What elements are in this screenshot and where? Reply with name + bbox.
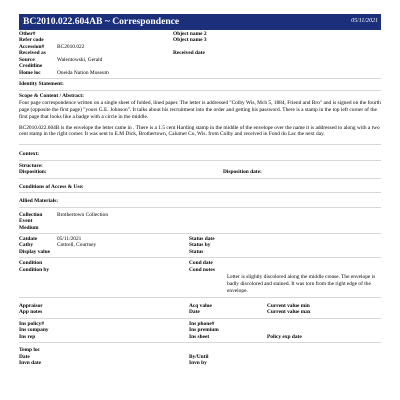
object-name-3-label: Object name 3: [173, 37, 207, 44]
refer-code-label: Refer code: [19, 37, 44, 44]
inventory-section: [19, 345, 381, 366]
source-value: Walentowski, Gerald: [57, 56, 103, 63]
acq-value-label: Acq value: [189, 302, 212, 309]
medium-label: Medium: [19, 224, 39, 231]
current-value-min-label: Current value min: [267, 302, 310, 309]
structure-label: Structure:: [19, 162, 43, 169]
scope-paragraph-letter: Four page correspondence written on a single sheet of folded, lined paper. The letter is addressed "Colby Wis, Mch 5, 1884, Friend and Bro" and is signed on the fourth page (opposite the first page) "yours G.E. Johnson". It talks about his recruitment into the order and getting his password. There is a stamp in the top left corner of the first page that looks like a badge with a circle in the middle.: [19, 100, 381, 120]
policy-exp-date-label: Policy exp date: [267, 333, 302, 340]
catby-value: Cottrell, Courtney: [57, 242, 97, 249]
scope-section: [19, 93, 381, 145]
catalog-section: [19, 236, 381, 258]
ins-sheet-label: Ins sheet: [189, 333, 210, 340]
condition-label: Condition: [19, 260, 43, 267]
received-date-label: Received date: [173, 50, 205, 57]
other-label: Other#: [19, 31, 36, 37]
appraisal-date-label: Date: [189, 309, 200, 316]
record-date: 05/11/2021: [351, 18, 378, 25]
collection-section: [19, 210, 381, 234]
invn-date-label: Invn date: [19, 360, 42, 367]
by-until-label: By/Until: [189, 353, 209, 360]
disposition-date-label: Disposition date:: [223, 169, 262, 176]
display-value-label: Display value: [19, 248, 51, 255]
creditline-label: Creditline: [19, 63, 43, 70]
cond-date-label: Cond date: [189, 260, 213, 267]
cond-notes-value: Letter is slightly discolored along the middle crease. The envelope is badly discolored and stained. It was torn from the right edge of the envelope.: [227, 274, 376, 294]
appraisal-section: [19, 300, 381, 319]
accession-label: Accession#: [19, 43, 45, 50]
structure-section: [19, 163, 381, 179]
status-label: Status: [189, 248, 204, 255]
home-loc-label: Home loc: [19, 69, 41, 76]
received-as-label: Received as: [19, 50, 46, 57]
insurance-section: [19, 321, 381, 343]
ins-premium-label: Ins premium: [189, 327, 219, 334]
identity-section: [19, 30, 381, 79]
event-label: Event: [19, 218, 33, 225]
condition-by-label: Condition by: [19, 266, 50, 273]
catdate-value: 05/11/2021: [57, 235, 82, 242]
appraisor-label: Appraisor: [19, 302, 43, 309]
accession-value: BC2010.022: [57, 43, 85, 50]
disposition-label: Disposition:: [19, 169, 47, 176]
ins-policy-label: Ins policy#: [19, 320, 45, 327]
home-loc-value: Oneida Nation Museum: [57, 69, 109, 76]
cond-notes-label: Cond notes: [189, 266, 215, 273]
source-label: Source: [19, 56, 35, 63]
condition-section: [19, 260, 381, 297]
scope-paragraph-envelope: BC2010.022.604B is the envelope the letter came in . There is a 1.5 cent Harding stamp in the middle of the envelope over the name it is addressed to along with a two cent stamp in the right corner. It was sent to E.M Dick, Brothertown, Calumet Co, Wis. from Colby and received in Fond du Lac the next day.: [19, 124, 380, 138]
record-title: BC2010.022.604AB ~ Correspondence: [23, 16, 180, 28]
ins-phone-label: Ins phone#: [189, 320, 215, 327]
context-label: Context:: [19, 147, 381, 160]
inventory-date-label: Date: [19, 353, 30, 360]
catdate-label: Catdate: [19, 235, 38, 242]
identity-statement-label: Identity Statement:: [19, 81, 381, 90]
temp-loc-label: Temp loc: [19, 347, 40, 354]
record-header: [19, 14, 381, 30]
collection-value: Brothertown Collection: [57, 211, 109, 218]
status-by-label: Status by: [189, 242, 211, 249]
allied-materials-label: Allied Materials:: [19, 195, 381, 207]
current-value-max-label: Current value max: [267, 309, 311, 316]
object-name-2-label: Object name 2: [173, 31, 207, 37]
conditions-access-label: Conditions of Access & Use:: [19, 181, 381, 193]
catalog-record-page: [0, 14, 400, 400]
status-date-label: Status date: [189, 235, 215, 242]
catby-label: Catby: [19, 242, 34, 249]
scope-heading: Scope & Content / Abstract:: [19, 92, 84, 99]
ins-company-label: Ins company: [19, 327, 49, 334]
collection-label: Collection: [19, 211, 43, 218]
app-notes-label: App notes: [19, 309, 43, 316]
invn-by-label: Invn by: [189, 360, 207, 367]
ins-rep-label: Ins rep: [19, 333, 36, 340]
